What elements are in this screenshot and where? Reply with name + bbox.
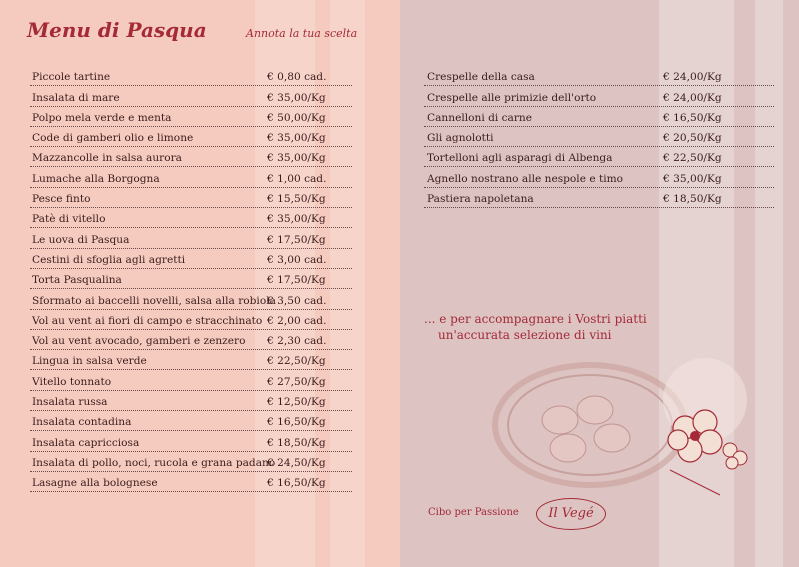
menu-subtitle: Annota la tua scelta: [246, 27, 358, 40]
left-menu-list: [30, 66, 352, 492]
item-name: Mazzancolle in salsa aurora: [32, 152, 182, 165]
item-name: Piccole tartine: [32, 71, 111, 84]
item-name: Crespelle alle primizie dell'orto: [427, 91, 597, 104]
menu-item: [424, 147, 774, 167]
item-name: Insalata russa: [32, 396, 108, 409]
menu-item: [424, 107, 774, 127]
item-price: € 3,00 cad.: [267, 253, 327, 266]
item-price: € 35,00/Kg: [267, 91, 326, 104]
item-price: € 24,50/Kg: [267, 456, 326, 469]
item-price: € 18,50/Kg: [663, 193, 722, 206]
item-name: Gli agnolotti: [427, 132, 494, 145]
menu-item: [30, 167, 352, 187]
item-name: Cannelloni di carne: [427, 111, 533, 124]
right-menu-list: [424, 66, 774, 208]
menu-item: [30, 208, 352, 228]
menu-item: [30, 370, 352, 390]
item-price: € 3,50 cad.: [267, 294, 327, 307]
item-price: € 24,00/Kg: [663, 91, 722, 104]
item-name: Agnello nostrano alle nespole e timo: [427, 172, 624, 185]
menu-item: [424, 127, 774, 147]
menu-item: [30, 86, 352, 106]
item-name: Insalata contadina: [32, 416, 132, 429]
menu-item: [424, 167, 774, 187]
item-price: € 35,00/Kg: [267, 152, 326, 165]
item-price: € 24,00/Kg: [663, 71, 722, 84]
item-price: € 50,00/Kg: [267, 111, 326, 124]
item-price: € 0,80 cad.: [267, 71, 327, 84]
menu-item: [424, 66, 774, 86]
item-price: € 2,00 cad.: [267, 314, 327, 327]
item-name: Code di gamberi olio e limone: [32, 132, 194, 145]
menu-item: [30, 472, 352, 492]
item-name: Vol au vent avocado, gamberi e zenzero: [32, 335, 246, 348]
menu-item: [30, 249, 352, 269]
item-name: Lumache alla Borgogna: [32, 172, 160, 185]
item-price: € 20,50/Kg: [663, 132, 722, 145]
item-name: Lingua in salsa verde: [32, 355, 147, 368]
menu-item: [424, 86, 774, 106]
item-price: € 22,50/Kg: [267, 355, 326, 368]
menu-item: [30, 269, 352, 289]
menu-item: [30, 310, 352, 330]
nest-flowers-illustration: [420, 330, 799, 505]
item-price: € 27,50/Kg: [267, 375, 326, 388]
item-name: Lasagne alla bolognese: [32, 477, 158, 490]
footer-tagline: Cibo per Passione: [428, 507, 519, 518]
menu-item: [30, 411, 352, 431]
brand-logo: Il Vegé: [536, 498, 606, 530]
menu-item: [30, 188, 352, 208]
item-price: € 35,00/Kg: [663, 172, 722, 185]
item-price: € 2,30 cad.: [267, 335, 327, 348]
menu-item: [30, 452, 352, 472]
wine-note-line: un'accurata selezione di vini: [438, 328, 612, 342]
item-name: Le uova di Pasqua: [32, 233, 130, 246]
item-price: € 35,00/Kg: [267, 213, 326, 226]
item-name: Torta Pasqualina: [32, 274, 122, 287]
item-price: € 12,50/Kg: [267, 396, 326, 409]
menu-item: [30, 107, 352, 127]
menu-item: [30, 289, 352, 309]
item-price: € 17,50/Kg: [267, 274, 326, 287]
item-name: Insalata capricciosa: [32, 436, 140, 449]
item-price: € 35,00/Kg: [267, 132, 326, 145]
menu-item: [30, 66, 352, 86]
item-price: € 22,50/Kg: [663, 152, 722, 165]
menu-item: [30, 391, 352, 411]
menu-item: [30, 147, 352, 167]
item-name: Pastiera napoletana: [427, 193, 534, 206]
item-price: € 16,50/Kg: [267, 477, 326, 490]
item-name: Crespelle della casa: [427, 71, 535, 84]
menu-item: [30, 127, 352, 147]
item-name: Insalata di pollo, noci, rucola e grana padano: [32, 456, 276, 469]
item-name: Insalata di mare: [32, 91, 120, 104]
item-name: Patè di vitello: [32, 213, 106, 226]
menu-item: [30, 228, 352, 248]
item-name: Vitello tonnato: [32, 375, 112, 388]
item-name: Vol au vent ai fiori di campo e stracchinato: [32, 314, 263, 327]
menu-item: [30, 350, 352, 370]
menu-item: [30, 330, 352, 350]
item-name: Sformato ai baccelli novelli, salsa alla robiola: [32, 294, 276, 307]
menu-item: [30, 431, 352, 451]
wine-note-line: ... e per accompagnare i Vostri piatti: [424, 312, 647, 326]
item-price: € 16,50/Kg: [267, 416, 326, 429]
item-price: € 15,50/Kg: [267, 193, 326, 206]
item-name: Tortelloni agli asparagi di Albenga: [427, 152, 613, 165]
item-price: € 17,50/Kg: [267, 233, 326, 246]
menu-item: [424, 188, 774, 208]
menu-title: Menu di Pasqua: [27, 18, 207, 42]
item-name: Pesce finto: [32, 193, 91, 206]
item-price: € 16,50/Kg: [663, 111, 722, 124]
item-name: Cestini di sfoglia agli agretti: [32, 253, 186, 266]
item-price: € 1,00 cad.: [267, 172, 327, 185]
item-price: € 18,50/Kg: [267, 436, 326, 449]
item-name: Polpo mela verde e menta: [32, 111, 172, 124]
